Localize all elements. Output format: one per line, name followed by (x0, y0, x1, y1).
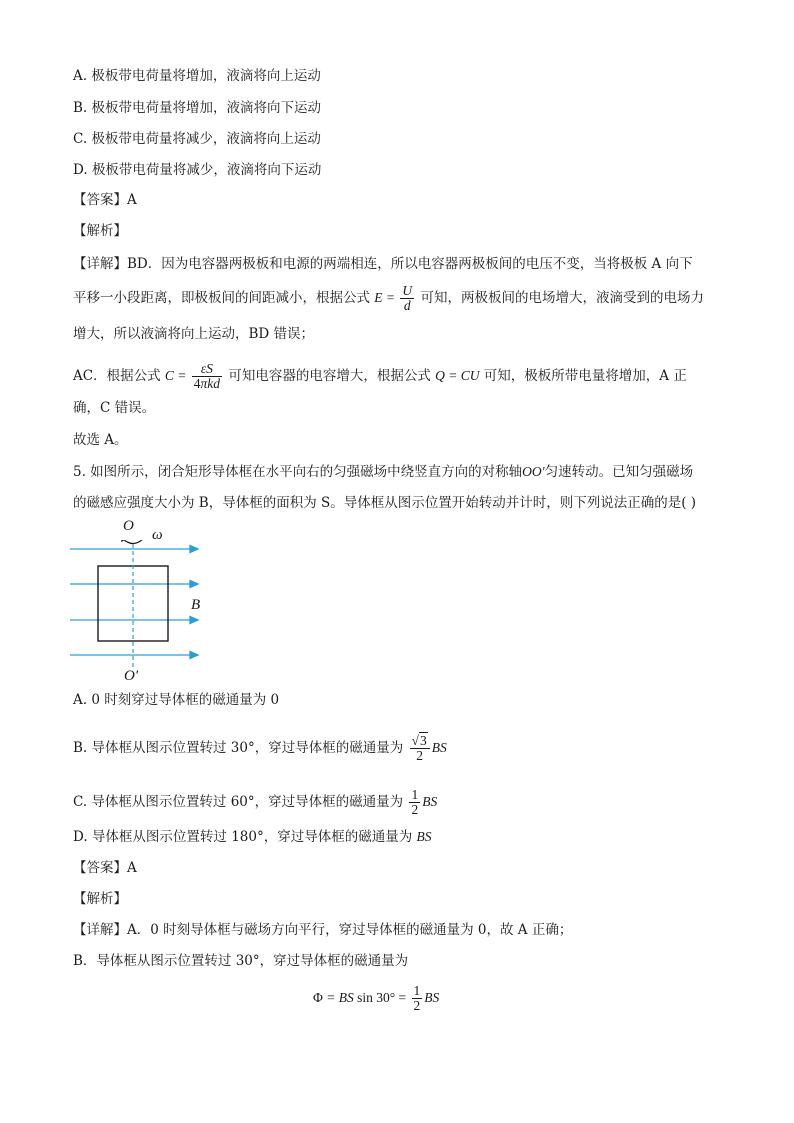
q4-detail-line-2 (73, 284, 704, 313)
axis-oo-prime: OO′ (522, 464, 545, 479)
q5-detail-line-1: 【详解】A．0 时刻导体框与磁场方向平行，穿过导体框的磁通量为 0，故 A 正确； (73, 922, 573, 938)
q4-conclusion: 故选 A。 (73, 432, 128, 448)
q5-option-a: A. 0 时刻穿过导体框的磁通量为 0 (73, 692, 280, 708)
detail-text: AC．根据公式 (73, 367, 161, 384)
q4-option-a (73, 66, 321, 86)
q4-detail-line-5: 确，C 错误。 (73, 400, 156, 416)
detail-tag: 【详解】 (73, 256, 127, 272)
option-letter: C. (73, 131, 88, 147)
q5-option-c (73, 788, 437, 817)
label-b: B (191, 597, 201, 613)
q4-option-b (73, 98, 321, 118)
option-text: D. 导体框从图示位置转过 180°，穿过导体框的磁通量为 (73, 829, 413, 845)
q4-option-c (73, 129, 321, 149)
label-o: O (123, 518, 134, 534)
formula-capacitance: C = $\frac{\varepsilon S}{\text{4πkd}}$ (164, 361, 221, 392)
q4-analysis-tag: 【解析】 (73, 223, 127, 239)
formula-e-equals-u-over-d: E = $\frac{U}{d}$ (374, 283, 413, 314)
q4-detail-line-4 (73, 362, 687, 391)
flux-half-bs: $\frac{1}{2}$ BS (411, 787, 438, 818)
rotation-arrow-icon (123, 540, 143, 544)
option-text: 极板带电荷量将减少，液滴将向下运动 (91, 162, 322, 178)
answer-tag: 【答案】 (73, 192, 127, 208)
q5-answer (73, 858, 137, 878)
option-text: 极板带电荷量将增加，液滴将向上运动 (91, 68, 321, 84)
q5-stem-line-2: 的磁感应强度大小为 B，导体框的面积为 S。导体框从图示位置开始转动并计时，则下列说法正确的是( ) (73, 495, 697, 511)
q4-answer (73, 190, 137, 210)
q5-option-b (73, 734, 447, 763)
q5-stem-line-1 (73, 462, 693, 482)
q5-option-d (73, 827, 432, 847)
q5-detail-line-2: B．导体框从图示位置转过 30°，穿过导体框的磁通量为 (73, 953, 409, 969)
stem-text: 匀速转动。已知匀强磁场 (544, 464, 694, 480)
detail-text: BD．因为电容器两极板和电源的两端相连，所以电容器两极板间的电压不变，当将极板 A 向下 (127, 256, 693, 272)
option-text: C. 导体框从图示位置转过 60°，穿过导体框的磁通量为 (73, 793, 404, 810)
option-letter: A. (73, 68, 88, 84)
answer-value: A (127, 192, 137, 208)
q4-detail-line-3: 增大，所以液滴将向上运动，BD 错误； (73, 326, 315, 342)
option-text: B. 导体框从图示位置转过 30°，穿过导体框的磁通量为 (73, 739, 404, 756)
detail-text: 可知电容器的电容增大，根据公式 (228, 367, 431, 384)
q4-detail-line-1 (73, 254, 693, 274)
rotation-arrowhead (121, 540, 125, 542)
arrow-head (190, 546, 198, 553)
formula-q-equals-cu: Q = CU (435, 367, 480, 383)
detail-text: 可知，极板所带电量将增加，A 正 (483, 367, 687, 384)
answer-tag: 【答案】 (73, 860, 127, 876)
rotating-loop-figure (70, 518, 210, 690)
option-text: 极板带电荷量将增加，液滴将向下运动 (91, 100, 322, 116)
flux-equation: Φ = BS sin 30° = $\frac{1}{2}$ BS (313, 983, 440, 1014)
flux-bs: BS (416, 829, 432, 844)
figure-svg (70, 540, 210, 690)
stem-text: 5. 如图所示，闭合矩形导体框在水平向右的匀强磁场中绕竖直方向的对称轴 (73, 464, 523, 480)
answer-value: A (127, 860, 137, 876)
arrow-head (190, 581, 198, 588)
q5-analysis-tag: 【解析】 (73, 891, 127, 907)
label-omega: ω (152, 527, 163, 543)
q4-option-d (73, 160, 321, 180)
flux-root3-over-2-bs: $\frac{√3}{2}$ BS (411, 733, 447, 764)
option-letter: D. (73, 162, 88, 178)
detail-text: 平移一小段距离，即极板间的间距减小，根据公式 (73, 289, 370, 306)
label-o-prime: O′ (124, 668, 139, 684)
option-text: 极板带电荷量将减少，液滴将向上运动 (91, 131, 321, 147)
arrow-head (190, 652, 198, 659)
arrow-head (190, 617, 198, 624)
detail-text: 可知，两极板间的电场增大，液滴受到的电场力 (420, 289, 704, 306)
option-letter: B. (73, 100, 88, 116)
